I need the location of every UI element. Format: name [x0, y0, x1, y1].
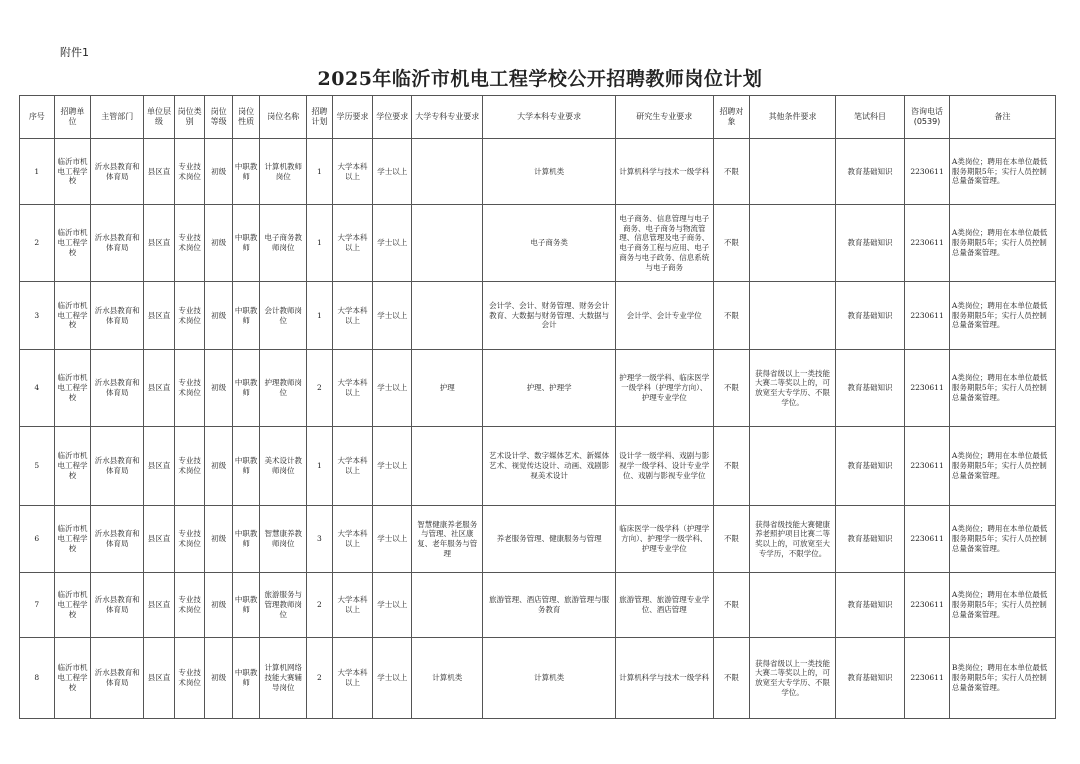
cell-phone: 2230611 — [905, 282, 950, 350]
cell-phone: 2230611 — [905, 205, 950, 282]
cell-phone: 2230611 — [905, 638, 950, 719]
cell-bachelor: 护理、护理学 — [483, 350, 615, 427]
cell-other — [750, 427, 836, 506]
cell-phone: 2230611 — [905, 139, 950, 205]
cell-level: 县区直 — [144, 506, 175, 573]
table-row — [20, 282, 1056, 350]
cell-category: 专业技术岗位 — [174, 638, 205, 719]
cell-unit: 临沂市机电工程学校 — [54, 205, 91, 282]
cell-target: 不限 — [713, 573, 750, 638]
cell-junior — [412, 573, 483, 638]
cell-level: 县区直 — [144, 573, 175, 638]
cell-category: 专业技术岗位 — [174, 205, 205, 282]
cell-target: 不限 — [713, 638, 750, 719]
cell-edu: 大学本科以上 — [332, 205, 373, 282]
cell-remark: A类岗位；聘用在本单位最低服务期限5年；实行人员控制总量备案管理。 — [949, 573, 1055, 638]
cell-graduate: 设计学一级学科、戏剧与影视学一级学科、设计专业学位、戏剧与影视专业学位 — [615, 427, 713, 506]
cell-graduate: 旅游管理、旅游管理专业学位、酒店管理 — [615, 573, 713, 638]
cell-grade: 初级 — [205, 350, 233, 427]
cell-remark: A类岗位；聘用在本单位最低服务期限5年；实行人员控制总量备案管理。 — [949, 205, 1055, 282]
cell-graduate: 计算机科学与技术一级学科 — [615, 638, 713, 719]
cell-exam: 教育基础知识 — [835, 282, 904, 350]
cell-edu: 大学本科以上 — [332, 506, 373, 573]
cell-phone: 2230611 — [905, 506, 950, 573]
column-header: 招聘单位 — [54, 96, 91, 139]
cell-remark: A类岗位；聘用在本单位最低服务期限5年；实行人员控制总量备案管理。 — [949, 506, 1055, 573]
cell-unit: 临沂市机电工程学校 — [54, 427, 91, 506]
column-header: 笔试科目 — [835, 96, 904, 139]
cell-junior — [412, 282, 483, 350]
cell-exam: 教育基础知识 — [835, 205, 904, 282]
cell-category: 专业技术岗位 — [174, 506, 205, 573]
cell-other: 获得省级技能大赛健康养老照护项目比赛二等奖以上的，可放宽至大专学历，不限学位。 — [750, 506, 836, 573]
cell-degree: 学士以上 — [373, 573, 412, 638]
cell-level: 县区直 — [144, 427, 175, 506]
cell-plan: 2 — [307, 573, 332, 638]
cell-remark: B类岗位；聘用在本单位最低服务期限5年；实行人员控制总量备案管理。 — [949, 638, 1055, 719]
cell-post: 旅游服务与管理教师岗位 — [260, 573, 307, 638]
cell-exam: 教育基础知识 — [835, 350, 904, 427]
cell-bachelor: 会计学、会计、财务管理、财务会计教育、大数据与财务管理、大数据与会计 — [483, 282, 615, 350]
header-row — [20, 96, 1056, 139]
cell-junior: 护理 — [412, 350, 483, 427]
cell-no: 8 — [20, 638, 55, 719]
column-header: 其他条件要求 — [750, 96, 836, 139]
cell-plan: 1 — [307, 282, 332, 350]
cell-category: 专业技术岗位 — [174, 282, 205, 350]
cell-grade: 初级 — [205, 139, 233, 205]
cell-unit: 临沂市机电工程学校 — [54, 350, 91, 427]
cell-other — [750, 205, 836, 282]
cell-target: 不限 — [713, 139, 750, 205]
cell-graduate: 临床医学一级学科（护理学方向）、护理学一级学科、护理专业学位 — [615, 506, 713, 573]
cell-post: 计算机网络技能大赛辅导岗位 — [260, 638, 307, 719]
cell-level: 县区直 — [144, 638, 175, 719]
cell-exam: 教育基础知识 — [835, 427, 904, 506]
cell-nature: 中职教师 — [232, 427, 260, 506]
table-row — [20, 506, 1056, 573]
column-header: 岗位性质 — [232, 96, 260, 139]
cell-phone: 2230611 — [905, 350, 950, 427]
cell-category: 专业技术岗位 — [174, 427, 205, 506]
cell-level: 县区直 — [144, 282, 175, 350]
cell-grade: 初级 — [205, 506, 233, 573]
cell-level: 县区直 — [144, 205, 175, 282]
cell-nature: 中职教师 — [232, 350, 260, 427]
column-header: 岗位类别 — [174, 96, 205, 139]
cell-dept: 沂水县教育和体育局 — [91, 573, 144, 638]
recruitment-plan-table — [19, 95, 1056, 719]
cell-nature: 中职教师 — [232, 506, 260, 573]
cell-dept: 沂水县教育和体育局 — [91, 205, 144, 282]
cell-plan: 1 — [307, 205, 332, 282]
table-row — [20, 638, 1056, 719]
cell-degree: 学士以上 — [373, 350, 412, 427]
cell-unit: 临沂市机电工程学校 — [54, 139, 91, 205]
column-header: 序号 — [20, 96, 55, 139]
cell-plan: 3 — [307, 506, 332, 573]
cell-no: 1 — [20, 139, 55, 205]
cell-remark: A类岗位；聘用在本单位最低服务期限5年；实行人员控制总量备案管理。 — [949, 139, 1055, 205]
column-header: 单位层级 — [144, 96, 175, 139]
cell-target: 不限 — [713, 506, 750, 573]
cell-no: 5 — [20, 427, 55, 506]
cell-remark: A类岗位；聘用在本单位最低服务期限5年；实行人员控制总量备案管理。 — [949, 282, 1055, 350]
table-row — [20, 205, 1056, 282]
cell-edu: 大学本科以上 — [332, 139, 373, 205]
cell-dept: 沂水县教育和体育局 — [91, 282, 144, 350]
cell-unit: 临沂市机电工程学校 — [54, 282, 91, 350]
cell-junior — [412, 139, 483, 205]
cell-grade: 初级 — [205, 573, 233, 638]
cell-degree: 学士以上 — [373, 282, 412, 350]
cell-phone: 2230611 — [905, 427, 950, 506]
attachment-label: 附件1 — [60, 46, 89, 59]
cell-edu: 大学本科以上 — [332, 427, 373, 506]
column-header: 岗位名称 — [260, 96, 307, 139]
cell-graduate: 计算机科学与技术一级学科 — [615, 139, 713, 205]
cell-junior — [412, 427, 483, 506]
cell-other — [750, 139, 836, 205]
cell-no: 4 — [20, 350, 55, 427]
cell-other — [750, 573, 836, 638]
cell-bachelor: 电子商务类 — [483, 205, 615, 282]
cell-dept: 沂水县教育和体育局 — [91, 139, 144, 205]
cell-unit: 临沂市机电工程学校 — [54, 573, 91, 638]
cell-bachelor: 旅游管理、酒店管理、旅游管理与服务教育 — [483, 573, 615, 638]
cell-post: 电子商务教师岗位 — [260, 205, 307, 282]
cell-degree: 学士以上 — [373, 638, 412, 719]
cell-degree: 学士以上 — [373, 205, 412, 282]
cell-unit: 临沂市机电工程学校 — [54, 506, 91, 573]
cell-nature: 中职教师 — [232, 205, 260, 282]
cell-other: 获得省级以上一类技能大赛二等奖以上的，可放宽至大专学历、不限学位。 — [750, 638, 836, 719]
cell-target: 不限 — [713, 350, 750, 427]
cell-target: 不限 — [713, 205, 750, 282]
column-header: 招聘计划 — [307, 96, 332, 139]
cell-grade: 初级 — [205, 638, 233, 719]
cell-bachelor: 计算机类 — [483, 139, 615, 205]
column-header: 招聘对象 — [713, 96, 750, 139]
cell-graduate: 护理学一级学科、临床医学一级学科（护理学方向）、护理专业学位 — [615, 350, 713, 427]
column-header: 主管部门 — [91, 96, 144, 139]
column-header: 大学专科专业要求 — [412, 96, 483, 139]
cell-junior — [412, 205, 483, 282]
cell-edu: 大学本科以上 — [332, 350, 373, 427]
cell-grade: 初级 — [205, 427, 233, 506]
cell-nature: 中职教师 — [232, 282, 260, 350]
cell-edu: 大学本科以上 — [332, 638, 373, 719]
cell-edu: 大学本科以上 — [332, 282, 373, 350]
cell-category: 专业技术岗位 — [174, 573, 205, 638]
cell-target: 不限 — [713, 427, 750, 506]
cell-plan: 1 — [307, 427, 332, 506]
column-header: 研究生专业要求 — [615, 96, 713, 139]
cell-bachelor: 计算机类 — [483, 638, 615, 719]
column-header: 咨询电话(0539) — [905, 96, 950, 139]
cell-remark: A类岗位；聘用在本单位最低服务期限5年；实行人员控制总量备案管理。 — [949, 427, 1055, 506]
column-header: 学历要求 — [332, 96, 373, 139]
cell-degree: 学士以上 — [373, 139, 412, 205]
cell-graduate: 会计学、会计专业学位 — [615, 282, 713, 350]
cell-degree: 学士以上 — [373, 506, 412, 573]
cell-no: 3 — [20, 282, 55, 350]
cell-post: 会计教师岗位 — [260, 282, 307, 350]
cell-plan: 2 — [307, 638, 332, 719]
cell-graduate: 电子商务、信息管理与电子商务、电子商务与物流管理、信息管理及电子商务、电子商务工程与应用、电子商务与电子政务、信息系统与电子商务 — [615, 205, 713, 282]
cell-other — [750, 282, 836, 350]
cell-remark: A类岗位；聘用在本单位最低服务期限5年；实行人员控制总量备案管理。 — [949, 350, 1055, 427]
cell-degree: 学士以上 — [373, 427, 412, 506]
table-row — [20, 427, 1056, 506]
cell-junior: 计算机类 — [412, 638, 483, 719]
cell-plan: 2 — [307, 350, 332, 427]
cell-bachelor: 艺术设计学、数字媒体艺术、新媒体艺术、视觉传达设计、动画、戏剧影视美术设计 — [483, 427, 615, 506]
cell-level: 县区直 — [144, 139, 175, 205]
cell-bachelor: 养老服务管理、健康服务与管理 — [483, 506, 615, 573]
cell-unit: 临沂市机电工程学校 — [54, 638, 91, 719]
cell-grade: 初级 — [205, 282, 233, 350]
cell-no: 7 — [20, 573, 55, 638]
cell-edu: 大学本科以上 — [332, 573, 373, 638]
cell-level: 县区直 — [144, 350, 175, 427]
cell-post: 护理教师岗位 — [260, 350, 307, 427]
cell-exam: 教育基础知识 — [835, 638, 904, 719]
cell-post: 计算机教师岗位 — [260, 139, 307, 205]
cell-dept: 沂水县教育和体育局 — [91, 638, 144, 719]
cell-junior: 智慧健康养老服务与管理、社区康复、老年服务与管理 — [412, 506, 483, 573]
cell-category: 专业技术岗位 — [174, 139, 205, 205]
cell-category: 专业技术岗位 — [174, 350, 205, 427]
cell-no: 2 — [20, 205, 55, 282]
cell-dept: 沂水县教育和体育局 — [91, 427, 144, 506]
cell-plan: 1 — [307, 139, 332, 205]
cell-nature: 中职教师 — [232, 638, 260, 719]
column-header: 备注 — [949, 96, 1055, 139]
cell-dept: 沂水县教育和体育局 — [91, 506, 144, 573]
column-header: 大学本科专业要求 — [483, 96, 615, 139]
cell-other: 获得省级以上一类技能大赛二等奖以上的，可放宽至大专学历、不限学位。 — [750, 350, 836, 427]
column-header: 岗位等级 — [205, 96, 233, 139]
cell-nature: 中职教师 — [232, 573, 260, 638]
cell-grade: 初级 — [205, 205, 233, 282]
cell-post: 美术设计教师岗位 — [260, 427, 307, 506]
column-header: 学位要求 — [373, 96, 412, 139]
cell-target: 不限 — [713, 282, 750, 350]
cell-exam: 教育基础知识 — [835, 139, 904, 205]
cell-exam: 教育基础知识 — [835, 506, 904, 573]
table-row — [20, 350, 1056, 427]
cell-phone: 2230611 — [905, 573, 950, 638]
table-row — [20, 139, 1056, 205]
cell-dept: 沂水县教育和体育局 — [91, 350, 144, 427]
cell-no: 6 — [20, 506, 55, 573]
cell-post: 智慧康养教师岗位 — [260, 506, 307, 573]
page-title: 2025年临沂市机电工程学校公开招聘教师岗位计划 — [317, 68, 763, 90]
cell-nature: 中职教师 — [232, 139, 260, 205]
table-row — [20, 573, 1056, 638]
cell-exam: 教育基础知识 — [835, 573, 904, 638]
